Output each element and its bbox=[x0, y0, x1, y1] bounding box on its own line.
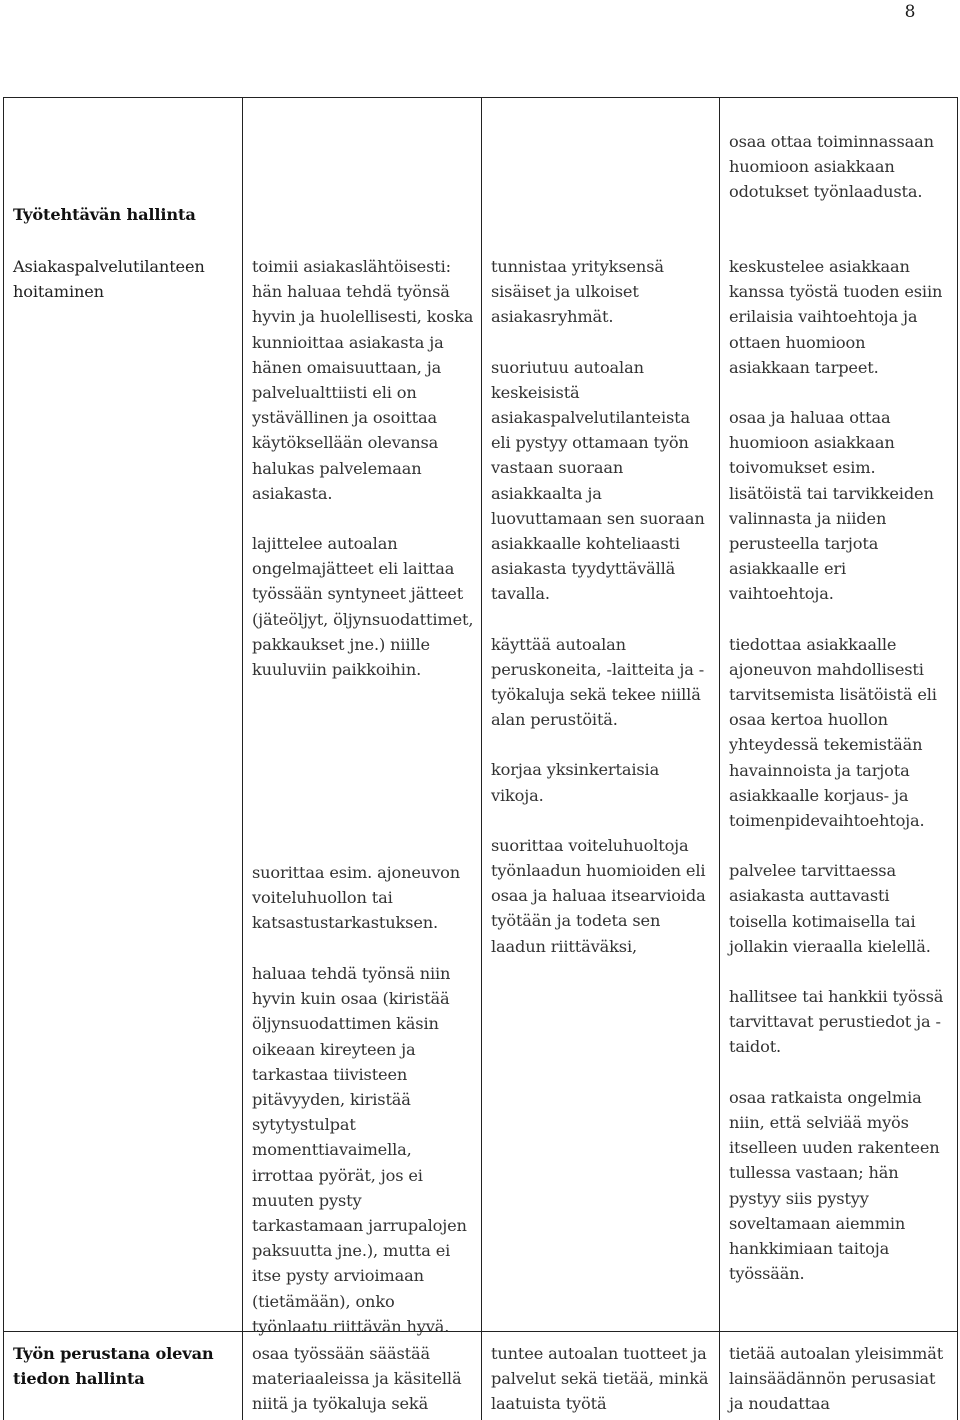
criteria-item: korjaa yksinkertaisia vikoja. bbox=[491, 760, 660, 805]
section-heading-tyotehtavan-hallinta: Työtehtävän hallinta bbox=[13, 205, 196, 224]
page-number: 8 bbox=[904, 2, 916, 22]
criteria-column-excellent bbox=[729, 254, 951, 1286]
criteria-item: osaa ja haluaa ottaa huomioon asiakkaan toivomukset esim. lisätöistä tai tarvikkeiden valinnasta ja niiden perusteella tarjota asiakkaalle eri vaihtoehtoja. bbox=[729, 408, 934, 604]
criteria-item: lajittelee autoalan ongelmajätteet eli laittaa työssään syntyneet jätteet (jäteöljyt, öljynsuodattimet, pakkaukset jne.) niille kuuluviin paikkoihin. bbox=[252, 534, 474, 680]
criteria-item: palvelee tarvittaessa asiakasta auttavasti toisella kotimaisella tai jollakin vieraalla kielellä. bbox=[729, 861, 931, 956]
criteria-item: keskustelee asiakkaan kanssa työstä tuoden esiin erilaisia vaihtoehtoja ja ottaen huomioon asiakkaan tarpeet. bbox=[729, 257, 943, 377]
row-label-asiakaspalvelu: Asiakaspalvelutilanteen hoitaminen bbox=[13, 257, 205, 302]
column-divider bbox=[957, 97, 958, 1420]
criteria-item: haluaa tehdä työnsä niin hyvin kuin osaa (kiristää öljynsuodattimen käsin oikeaan kireyteen ja tarkastaa tiivisteen pitävyyden, kiristää sytytystulpat momenttiavaimella, irrottaa pyörät, jos ei muuten pysty tarkastamaan jarrupalojen paksuutta jne.), mutta ei itse pysty arvioimaan (tietämään), onko työnlaatu riittävän hyvä. bbox=[252, 964, 467, 1336]
criteria-column-satisfactory bbox=[252, 254, 474, 1336]
criteria-item: suoriutuu autoalan keskeisistä asiakaspalvelutilanteista eli pystyy ottamaan työn vastaan suoraan asiakkaalta ja luovuttamaan sen suoraan asiakkaalle kohteliaasti asiakasta tyydyttävällä tavalla. bbox=[491, 357, 705, 604]
criteria-item: käyttää autoalan peruskoneita, -laitteita ja -työkaluja sekä tekee niillä alan perustöitä. bbox=[491, 634, 705, 730]
criteria-item: tietää autoalan yleisimmät lainsäädännön perusasiat ja noudattaa bbox=[729, 1344, 944, 1414]
column-divider bbox=[481, 97, 482, 1420]
criteria-item: suorittaa esim. ajoneuvon voiteluhuollon tai katsastustarkastuksen. bbox=[252, 863, 460, 933]
criteria-item: toimii asiakaslähtöisesti: hän haluaa tehdä työnsä hyvin ja huolellisesti, koska kunnioittaa asiakasta ja hänen omaisuuttaan, ja palvelualttiisti eli on ystävällinen ja osoittaa käytöksellään olevansa halukas palvelemaan asiakasta. bbox=[252, 257, 474, 503]
criteria-text-expectations: osaa ottaa toiminnassaan huomioon asiakkaan odotukset työnlaadusta. bbox=[729, 132, 934, 202]
criteria-item: osaa ratkaista ongelmia niin, että selviää myös itselleen uuden rakenteen tullessa vastaan; hän pystyy siis pystyy soveltamaan aiemmin hankkimiaan taitoja työssään. bbox=[729, 1087, 940, 1284]
criteria-item: tunnistaa yrityksensä sisäiset ja ulkoiset asiakasryhmät. bbox=[491, 257, 664, 327]
column-divider bbox=[719, 97, 720, 1420]
criteria-item: tuntee autoalan tuotteet ja palvelut sekä tietää, minkä laatuista työtä bbox=[491, 1344, 709, 1414]
criteria-item: hallitsee tai hankkii työssä tarvittavat perustiedot ja -taidot. bbox=[729, 987, 944, 1057]
criteria-column-good bbox=[491, 254, 713, 959]
column-divider bbox=[242, 97, 243, 1420]
criteria-item: tiedottaa asiakkaalle ajoneuvon mahdollisesti tarvitsemista lisätöistä eli osaa kertoa huollon yhteydessä tekemistään havainnoista ja tarjota asiakkaalle korjaus- ja toimenpidevaihtoehtoja. bbox=[729, 634, 937, 831]
criteria-item: osaa työssään säästää materiaaleissa ja käsitellä niitä ja työkaluja sekä bbox=[252, 1344, 462, 1414]
criteria-item: suorittaa voiteluhuoltoja työnlaadun huomioiden eli osaa ja haluaa itsearvioida työtään ja todeta sen laadun riittäväksi, bbox=[491, 835, 706, 956]
section-heading-tiedon-hallinta: Työn perustana olevan tiedon hallinta bbox=[13, 1344, 214, 1389]
column-divider bbox=[3, 97, 4, 1420]
